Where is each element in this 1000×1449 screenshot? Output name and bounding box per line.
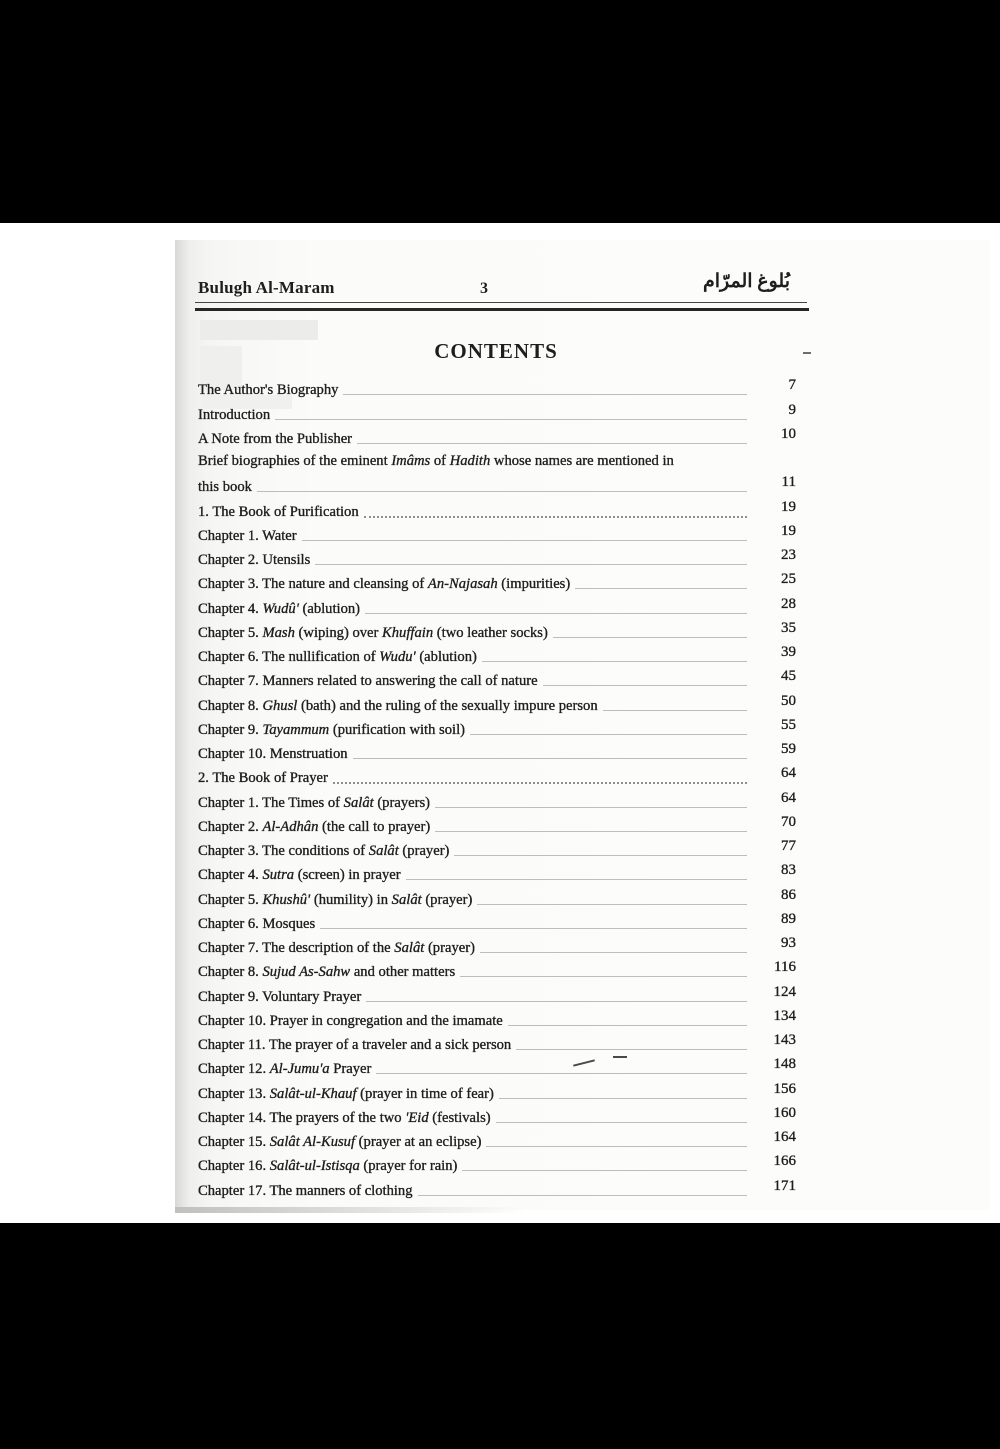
toc-entry (198, 1151, 796, 1175)
toc-entry-page-number: 164 (773, 1129, 796, 1145)
toc-entry-title: Chapter 6. Mosques (198, 915, 316, 932)
toc-entry (198, 715, 796, 739)
toc-entry (198, 690, 796, 714)
toc-entry (198, 1175, 796, 1199)
toc-entry-title: Chapter 8. Ghusl (bath) and the ruling of the sexually impure person (198, 697, 598, 714)
toc-entry-title: Chapter 9. Tayammum (purification with soil) (198, 721, 465, 738)
toc-entry-page-number: 64 (781, 789, 796, 806)
toc-entry (198, 1127, 796, 1151)
toc-entry-page-number: 93 (781, 935, 796, 951)
toc-entry-page-number: 160 (773, 1104, 796, 1121)
toc-entry-title: Chapter 3. The nature and cleansing of An-Najasah (impurities) (198, 576, 571, 593)
toc-entry-title: Chapter 13. Salât-ul-Khauf (prayer in time of fear) (198, 1085, 494, 1102)
leader-line (508, 1025, 747, 1026)
leader-line (470, 734, 747, 735)
toc-entry (198, 836, 796, 860)
toc-entry-page-number: 171 (773, 1177, 796, 1194)
toc-entry-title: Chapter 12. Al-Jumu'a Prayer (198, 1061, 372, 1078)
toc-entry-title-continuation: this book (198, 479, 252, 496)
leader-line (435, 831, 747, 832)
toc-entry-page-number: 11 (781, 474, 796, 491)
toc-entry-title: Chapter 4. Sutra (screen) in prayer (198, 867, 401, 884)
toc-entry-title: 1. The Book of Purification (198, 503, 359, 520)
toc-entry-page-number: 89 (781, 910, 796, 927)
toc-entry (198, 521, 796, 545)
toc-list (198, 375, 796, 1200)
header-rule-thin (195, 302, 807, 303)
toc-entry-page-number: 77 (781, 838, 796, 854)
leader-line (480, 952, 747, 953)
toc-entry-page-number: 55 (781, 716, 796, 733)
toc-entry (198, 787, 796, 811)
running-head-arabic-title: بُلوغ المرّام (702, 271, 790, 292)
scan-artifact (803, 352, 811, 354)
toc-entry-page-number: 83 (781, 862, 796, 879)
toc-entry-title: Introduction (198, 406, 271, 423)
toc-entry-page-number: 19 (781, 522, 796, 539)
leader-line (499, 1098, 747, 1099)
toc-entry (198, 909, 796, 933)
leader-line (302, 540, 747, 541)
toc-entry-page-number: 64 (781, 765, 796, 782)
toc-entry (198, 763, 796, 787)
toc-entry-page-number: 124 (773, 983, 796, 1000)
toc-entry-title: Chapter 7. The description of the Salât (prayer) (198, 940, 475, 956)
toc-entry-page-number: 25 (781, 571, 796, 588)
toc-entry-page-number: 7 (788, 377, 796, 394)
toc-entry (198, 1054, 796, 1078)
leader-line (477, 904, 747, 905)
toc-entry-page-number: 45 (781, 668, 796, 685)
toc-entry (198, 593, 796, 617)
leader-line (357, 443, 747, 444)
toc-entry-title: Chapter 10. Prayer in congregation and the imamate (198, 1012, 503, 1029)
toc-entry-title: Chapter 10. Menstruation (198, 746, 348, 762)
toc-entry (198, 424, 796, 448)
toc-entry-page-number: 143 (773, 1032, 796, 1048)
toc-entry (198, 812, 796, 836)
toc-entry-title: 2. The Book of Prayer (198, 770, 328, 787)
toc-entry-title: Brief biographies of the eminent Imâms of Hadith whose names are mentioned in (198, 453, 674, 470)
toc-entry-page-number: 35 (781, 619, 796, 636)
leader-line (343, 394, 747, 395)
toc-entry (198, 1078, 796, 1102)
toc-entry (198, 496, 796, 520)
toc-entry-title: Chapter 1. The Times of Salât (prayers) (198, 794, 430, 811)
leader-line (553, 637, 747, 638)
toc-entry (198, 884, 796, 908)
toc-entry (198, 642, 796, 666)
leader-line (462, 1170, 747, 1171)
toc-entry-title: Chapter 15. Salât Al-Kusuf (prayer at an eclipse) (198, 1134, 482, 1150)
toc-entry-page-number: 19 (781, 498, 796, 515)
leader-line (376, 1073, 747, 1074)
leader-line (482, 661, 747, 662)
toc-entry-title: Chapter 6. The nullification of Wudu' (ablution) (198, 649, 477, 665)
toc-entry (198, 957, 796, 981)
leader-line (603, 710, 747, 711)
toc-entry-page-number: 148 (773, 1056, 796, 1073)
toc-entry-title: Chapter 5. Khushû' (humility) in Salât (prayer) (198, 891, 473, 908)
leader-line (516, 1049, 747, 1050)
toc-entry (198, 375, 796, 399)
toc-entry-page-number: 9 (788, 401, 796, 418)
toc-entry-title: Chapter 5. Mash (wiping) over Khuffain (two leather socks) (198, 624, 548, 641)
toc-entry-title: Chapter 14. The prayers of the two 'Eid (festivals) (198, 1109, 491, 1126)
letterbox-top (0, 0, 1000, 223)
toc-entry (198, 1006, 796, 1030)
toc-entry (198, 569, 796, 593)
toc-entry (198, 739, 796, 763)
leader-line (418, 1195, 747, 1196)
scan-artifact (613, 1056, 627, 1058)
leader-line (486, 1146, 747, 1147)
leader-line (315, 564, 747, 565)
toc-entry-title: Chapter 7. Manners related to answering the call of nature (198, 673, 538, 690)
toc-entry-title: Chapter 1. Water (198, 527, 297, 544)
toc-entry (198, 1103, 796, 1127)
leader-line (496, 1122, 747, 1123)
toc-entry-title: Chapter 8. Sujud As-Sahw and other matters (198, 964, 456, 981)
toc-entry (198, 933, 796, 957)
toc-entry (198, 666, 796, 690)
toc-entry-title: Chapter 3. The conditions of Salât (prayer) (198, 843, 450, 859)
leader-line (366, 1001, 747, 1002)
page-number: 3 (480, 280, 488, 297)
toc-entry-title: Chapter 11. The prayer of a traveler and a sick person (198, 1037, 512, 1053)
book-page-paper (175, 240, 990, 1210)
toc-entry (198, 618, 796, 642)
toc-entry-title: Chapter 17. The manners of clothing (198, 1182, 413, 1199)
toc-entry-page-number: 39 (781, 644, 796, 660)
leader-line (435, 807, 747, 808)
leader-line (460, 976, 747, 977)
toc-entry (198, 1030, 796, 1054)
leader-line (353, 758, 747, 759)
toc-entry-page-number: 59 (781, 741, 796, 757)
toc-entry-page-number: 50 (781, 692, 796, 709)
leader-line (454, 855, 747, 856)
toc-entry-page-number: 134 (773, 1007, 796, 1024)
toc-entry-title: Chapter 16. Salât-ul-Istisqa (prayer for rain) (198, 1158, 458, 1175)
toc-entry (198, 545, 796, 569)
scan-artifact (200, 320, 318, 340)
toc-entry-page-number: 23 (781, 547, 796, 563)
leader-line (406, 879, 747, 880)
leader-line (365, 613, 747, 614)
toc-entry-title: The Author's Biography (198, 382, 339, 399)
running-head-title: Bulugh Al-Maram (198, 278, 335, 297)
leader-line (257, 491, 747, 492)
header-rule-thick (195, 308, 809, 311)
leader-line (575, 588, 747, 589)
toc-entry-page-number: 28 (781, 595, 796, 612)
toc-entry (198, 981, 796, 1005)
toc-entry-title: Chapter 9. Voluntary Prayer (198, 988, 362, 1005)
toc-entry-title: Chapter 4. Wudû' (ablution) (198, 600, 361, 617)
toc-entry-page-number: 70 (781, 813, 796, 830)
leader-line (320, 928, 747, 929)
toc-entry-page-number: 86 (781, 886, 796, 903)
toc-entry (198, 448, 796, 497)
toc-entry-title: A Note from the Publisher (198, 430, 353, 447)
leader-line (333, 782, 747, 784)
contents-heading: CONTENTS (434, 339, 558, 363)
toc-entry-title: Chapter 2. Al-Adhân (the call to prayer) (198, 818, 431, 835)
leader-line (543, 685, 747, 686)
toc-entry-title: Chapter 2. Utensils (198, 552, 311, 568)
toc-entry-page-number: 116 (774, 959, 796, 976)
toc-entry (198, 399, 796, 423)
leader-line (364, 516, 747, 518)
toc-entry-page-number: 10 (781, 425, 796, 442)
letterbox-bottom (0, 1223, 1000, 1449)
toc-entry-page-number: 166 (773, 1153, 796, 1170)
toc-entry (198, 860, 796, 884)
toc-entry-page-number: 156 (773, 1080, 796, 1097)
leader-line (275, 419, 747, 420)
